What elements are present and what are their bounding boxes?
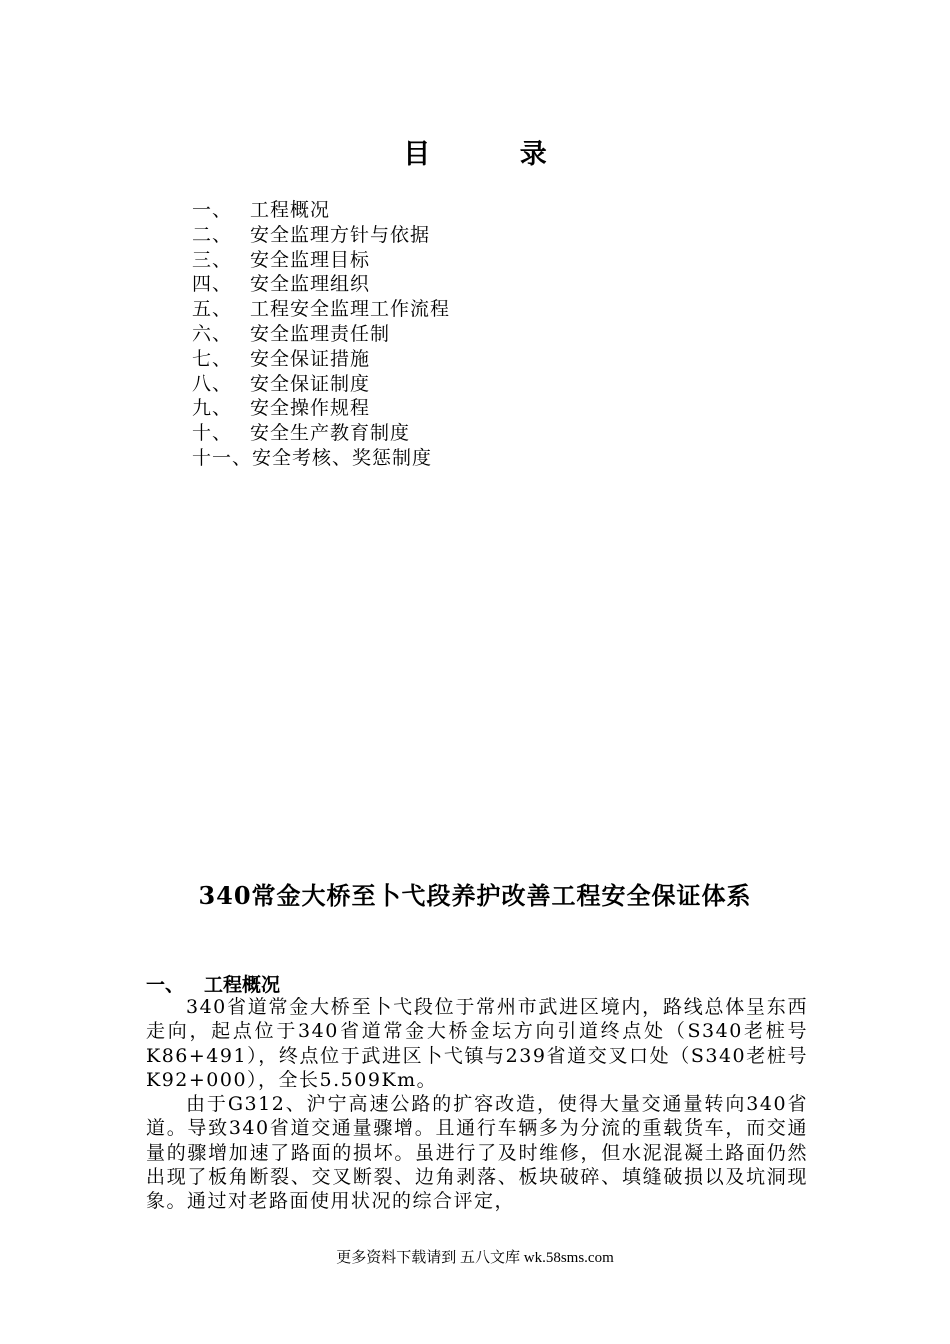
section-heading-text: 工程概况 [204, 974, 281, 996]
section-number: 一、 [146, 974, 185, 996]
paragraph: 340省道常金大桥至卜弋段位于常州市武进区境内，路线总体呈东西走向，起点位于340省道常金大桥金坛方向引道终点处（S340老桩号K86+491），终点位于武进区卜弋镇与239省道交叉口处（S340老桩号K92+000），全长5.509Km。 [146, 996, 808, 1091]
toc-item [192, 372, 450, 397]
toc-item-number: 九、 [192, 397, 233, 420]
toc-item [192, 248, 450, 273]
toc-item-label: 安全保证措施 [250, 347, 371, 370]
toc-item [192, 272, 450, 297]
toc-item-label: 安全操作规程 [250, 397, 371, 420]
toc-item-label: 安全监理组织 [250, 273, 371, 296]
toc-item-number: 六、 [192, 322, 233, 345]
toc-item [192, 198, 450, 223]
toc-item-label: 安全考核、奖惩制度 [252, 446, 433, 469]
toc-title: 目 录 [403, 139, 587, 170]
toc-item-label: 安全监理方针与依据 [250, 223, 431, 246]
toc-item-number: 四、 [192, 273, 233, 296]
document-title: 340常金大桥至卜弋段养护改善工程安全保证体系 [198, 881, 752, 910]
toc-item-number: 三、 [192, 248, 233, 271]
toc-item [192, 396, 450, 421]
toc-item-label: 安全生产教育制度 [250, 422, 411, 445]
toc-item-number: 一、 [192, 199, 233, 221]
toc-item [192, 223, 450, 248]
footer-note: 更多资料下载请到 五八文库 wk.58sms.com [336, 1250, 614, 1266]
toc-item [192, 446, 450, 471]
toc-item [192, 322, 450, 347]
section-heading [146, 970, 280, 997]
toc-item-label: 工程安全监理工作流程 [250, 298, 451, 321]
toc-item-number: 七、 [192, 347, 233, 370]
table-of-contents [192, 198, 450, 471]
toc-item [192, 421, 450, 446]
toc-item-number: 十一、 [192, 446, 253, 469]
toc-item-number: 八、 [192, 372, 233, 395]
toc-item-number: 二、 [192, 223, 233, 246]
toc-item-label: 工程概况 [250, 199, 331, 221]
toc-item-label: 安全监理责任制 [250, 322, 391, 345]
toc-item-number: 五、 [192, 298, 233, 321]
toc-item-label: 安全保证制度 [250, 372, 371, 395]
section-body [146, 995, 808, 1214]
toc-item-number: 十、 [192, 422, 233, 445]
toc-item [192, 347, 450, 372]
toc-item [192, 297, 450, 322]
toc-item-label: 安全监理目标 [250, 248, 371, 271]
paragraph: 由于G312、沪宁高速公路的扩容改造，使得大量交通量转向340省道。导致340省道交通量骤增。且通行车辆多为分流的重载货车，而交通量的骤增加速了路面的损坏。虽进行了及时维修，但水泥混凝土路面仍然出现了板角断裂、交叉断裂、边角剥落、板块破碎、填缝破损以及坑洞现象。通过对老路面使用状况的综合评定， [146, 1093, 808, 1213]
